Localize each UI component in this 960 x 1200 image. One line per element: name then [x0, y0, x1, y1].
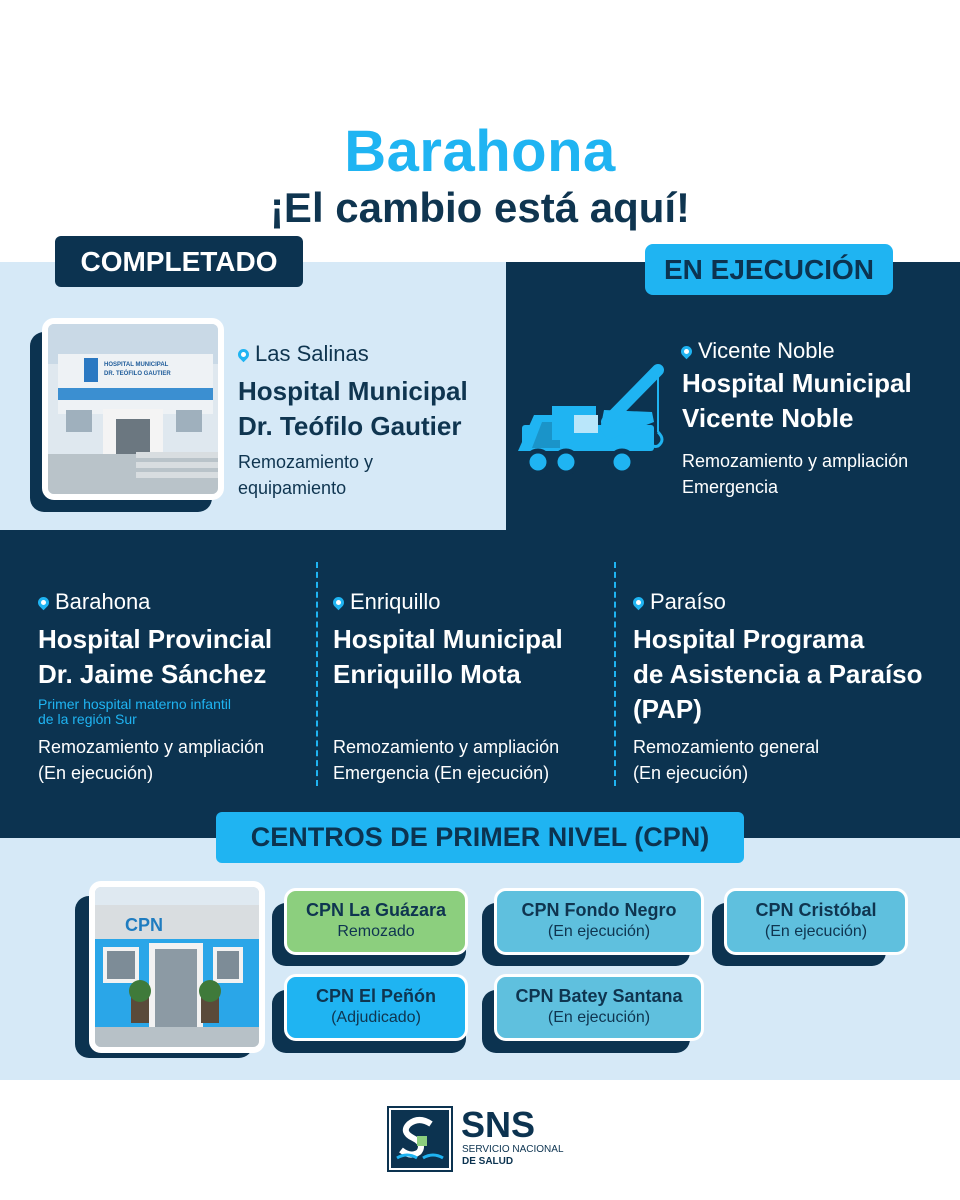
completed-location: Las Salinas: [238, 341, 369, 367]
hospital-building-image: [48, 324, 218, 494]
location-pin-icon: [631, 595, 647, 611]
page-subtitle: ¡El cambio está aquí!: [269, 184, 691, 231]
hospital-3-name: Hospital Programa de Asistencia a Paraíso (PAP): [633, 624, 923, 724]
page-title: Barahona: [344, 119, 616, 184]
cpn-tag: [216, 812, 744, 863]
hospital-3-description: Remozamiento general (En ejecución): [633, 737, 820, 783]
cpn-card-fondo-negro: CPN Fondo Negro (En ejecución): [494, 888, 704, 955]
in-progress-tag-label: EN EJECUCIÓN: [663, 254, 875, 285]
sns-logo-line2: DE SALUD: [462, 1156, 514, 1167]
sns-logo-icon: [387, 1106, 453, 1172]
cpn-card-batey-santana: CPN Batey Santana (En ejecución): [494, 974, 704, 1041]
cpn-photo-sign: CPN: [125, 915, 164, 935]
completed-description: Remozamiento y equipamiento: [238, 452, 374, 498]
completed-tag-label: COMPLETADO: [80, 246, 278, 277]
cpn-card-el-penon: CPN El Peñón (Adjudicado): [284, 974, 468, 1041]
hospital-1-name: Hospital Provincial Dr. Jaime Sánchez: [38, 624, 273, 689]
cpn-photo: [89, 881, 265, 1053]
photo-sign-2: DR. TEÓFILO GAUTIER: [104, 371, 171, 377]
cpn-tag-label: CENTROS DE PRIMER NIVEL (CPN): [250, 822, 710, 852]
in-progress-location: Vicente Noble: [681, 338, 835, 364]
completed-hospital-name: Hospital Municipal Dr. Teófilo Gautier: [238, 376, 468, 441]
location-pin-icon: [236, 347, 252, 363]
cpn-building-image: [95, 887, 259, 1047]
cpn-card-cristobal: CPN Cristóbal (En ejecución): [724, 888, 908, 955]
hospital-1-location: Barahona: [38, 589, 150, 615]
in-progress-tag: [645, 244, 893, 295]
in-progress-description: Remozamiento y ampliación Emergencia: [682, 451, 909, 497]
hospital-2-name: Hospital Municipal Enriquillo Mota: [333, 624, 563, 689]
hospital-3-location: Paraíso: [633, 589, 726, 615]
hospital-1-note: Primer hospital materno infantil de la región Sur: [38, 696, 231, 727]
crane-truck-icon: [512, 360, 672, 480]
hospital-2-description: Remozamiento y ampliación Emergencia (En ejecución): [333, 737, 560, 783]
column-divider: [614, 562, 616, 786]
location-pin-icon: [679, 344, 695, 360]
sns-logo: [387, 1106, 587, 1172]
completed-tag: [55, 236, 303, 287]
location-pin-icon: [36, 595, 52, 611]
sns-logo-line1: SERVICIO NACIONAL: [462, 1144, 564, 1155]
hospital-2-location: Enriquillo: [333, 589, 441, 615]
location-pin-icon: [331, 595, 347, 611]
sns-logo-abbr: SNS: [461, 1104, 536, 1145]
hospital-photo: [42, 318, 224, 500]
cpn-card-la-guazara: CPN La Guázara Remozado: [284, 888, 468, 955]
photo-sign-1: HOSPITAL MUNICIPAL: [104, 362, 169, 368]
in-progress-hospital-name: Hospital Municipal Vicente Noble: [682, 368, 912, 433]
column-divider: [316, 562, 318, 786]
hospital-1-description: Remozamiento y ampliación (En ejecución): [38, 737, 265, 783]
